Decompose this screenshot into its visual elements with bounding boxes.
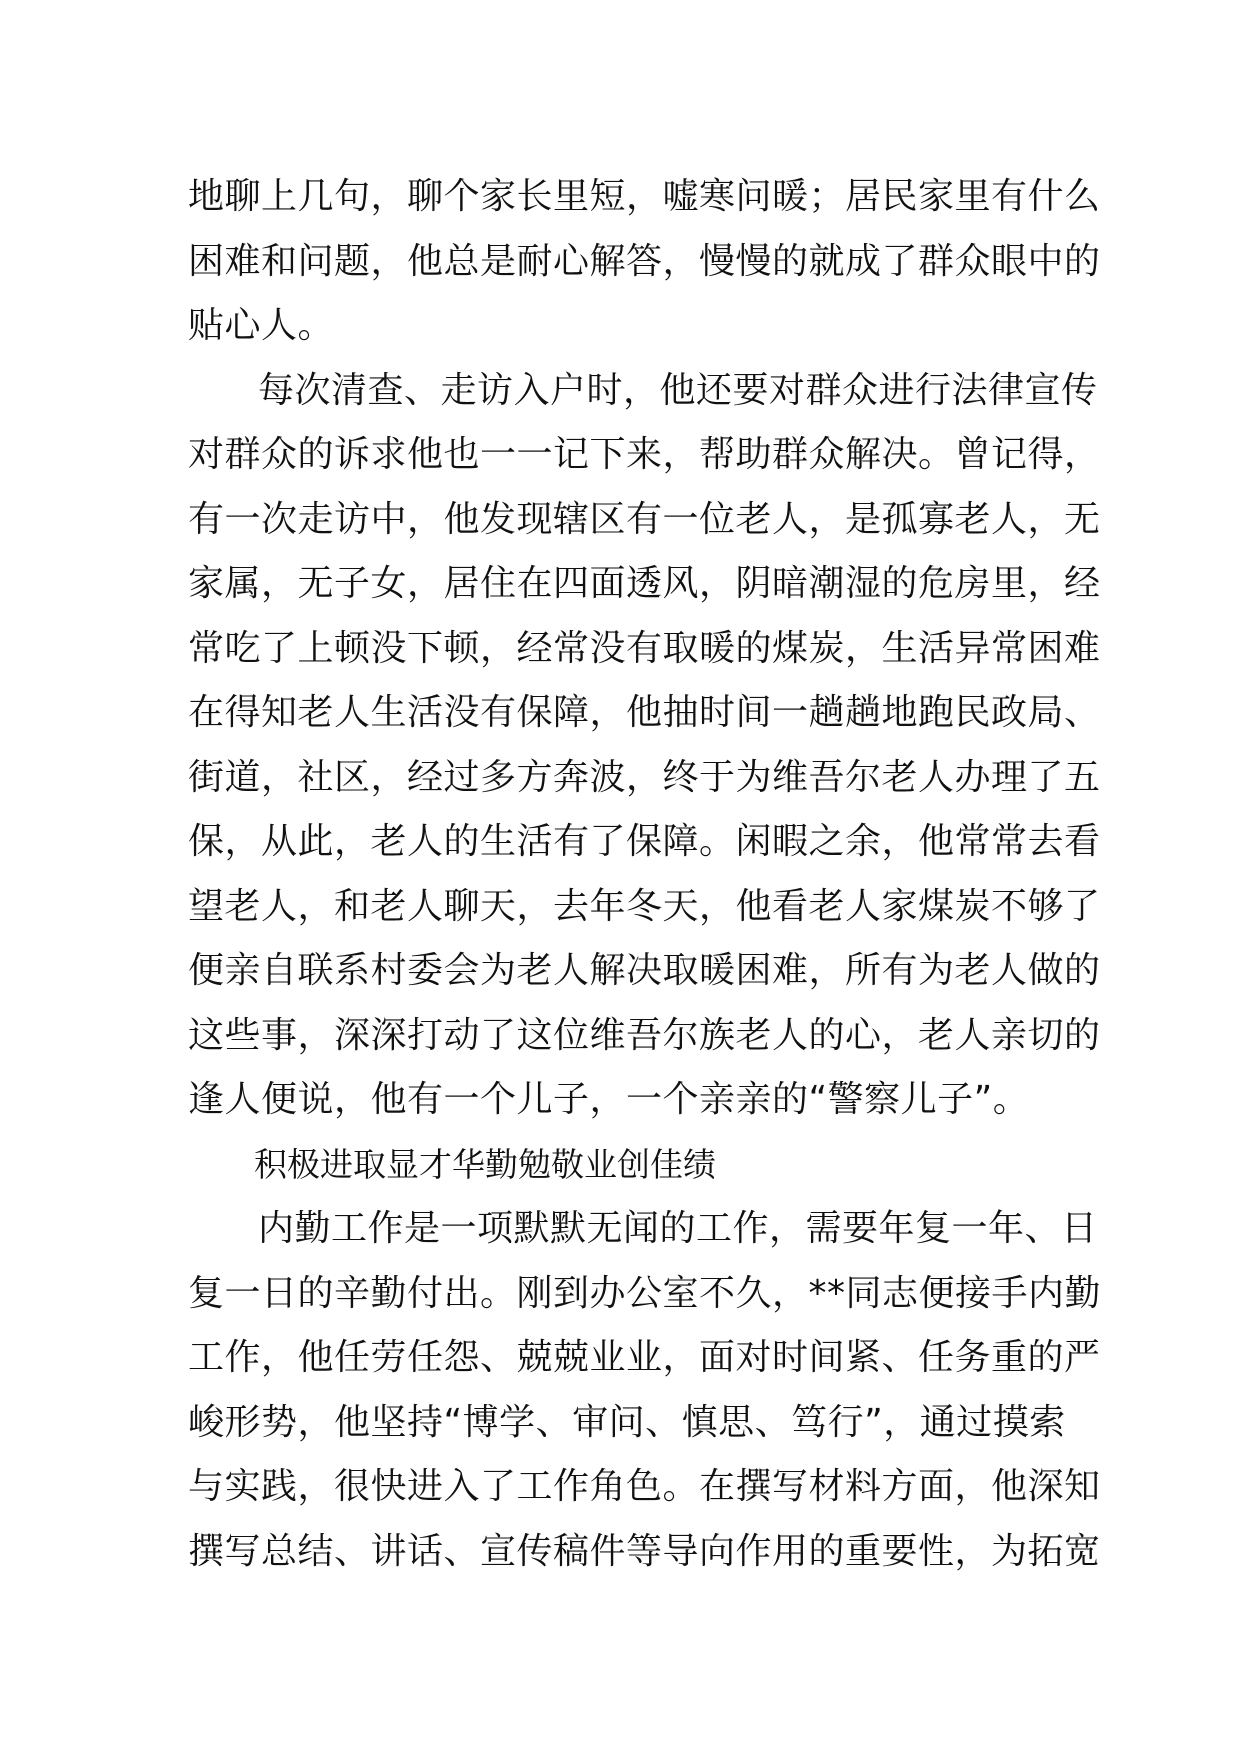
- text-line: 地聊上几句，聊个家长里短，嘘寒问暖；居民家里有什么: [188, 176, 1101, 217]
- text-line: 在得知老人生活没有保障，他抽时间一趟趟地跑民政局、: [188, 692, 1101, 733]
- text-line: 保，从此，老人的生活有了保障。闲暇之余，他常常去看: [188, 821, 1101, 862]
- text-line: 撰写总结、讲话、宣传稿件等导向作用的重要性，为拓宽: [188, 1530, 1101, 1572]
- paragraph-start-line: 内勤工作是一项默默无闻的工作，需要年复一年、日: [258, 1208, 1098, 1249]
- text-line: 逢人便说，他有一个儿子，一个亲亲的“警察儿子”。: [188, 1079, 1030, 1120]
- section-heading: 积极进取显才华勤勉敬业创佳绩: [254, 1144, 716, 1184]
- text-line: 复一日的辛勤付出。刚到办公室不久，**同志便接手内勤: [188, 1272, 1102, 1314]
- text-line: 贴心人。: [188, 305, 335, 346]
- body-text: [188, 165, 1102, 1584]
- text-line: 对群众的诉求他也一一记下来，帮助群众解决。曾记得，: [188, 434, 1101, 475]
- text-line: 常吃了上顿没下顿，经常没有取暖的煤炭，生活异常困难: [188, 627, 1101, 669]
- text-line: 有一次走访中，他发现辖区有一位老人，是孤寡老人，无: [188, 498, 1101, 540]
- text-line: 望老人，和老人聊天，去年冬天，他看老人家煤炭不够了: [188, 885, 1101, 927]
- text-line: 峻形势，他坚持“博学、审问、慎思、笃行”，通过摸索: [188, 1401, 1066, 1443]
- text-line: 街道，社区，经过多方奔波，终于为维吾尔老人办理了五: [188, 756, 1101, 798]
- text-line: 困难和问题，他总是耐心解答，慢慢的就成了群众眼中的: [188, 240, 1101, 282]
- text-line: 便亲自联系村委会为老人解决取暖困难，所有为老人做的: [188, 950, 1101, 991]
- text-line: 这些事，深深打动了这位维吾尔族老人的心，老人亲切的: [188, 1014, 1101, 1056]
- paragraph-start-line: 每次清查、走访入户时，他还要对群众进行法律宣传: [258, 369, 1098, 411]
- text-line: 与实践，很快进入了工作角色。在撰写材料方面，他深知: [188, 1466, 1101, 1507]
- text-line: 家属，无子女，居住在四面透风，阴暗潮湿的危房里，经: [188, 563, 1101, 604]
- text-line: 工作，他任劳任怨、兢兢业业，面对时间紧、任务重的严: [188, 1337, 1101, 1378]
